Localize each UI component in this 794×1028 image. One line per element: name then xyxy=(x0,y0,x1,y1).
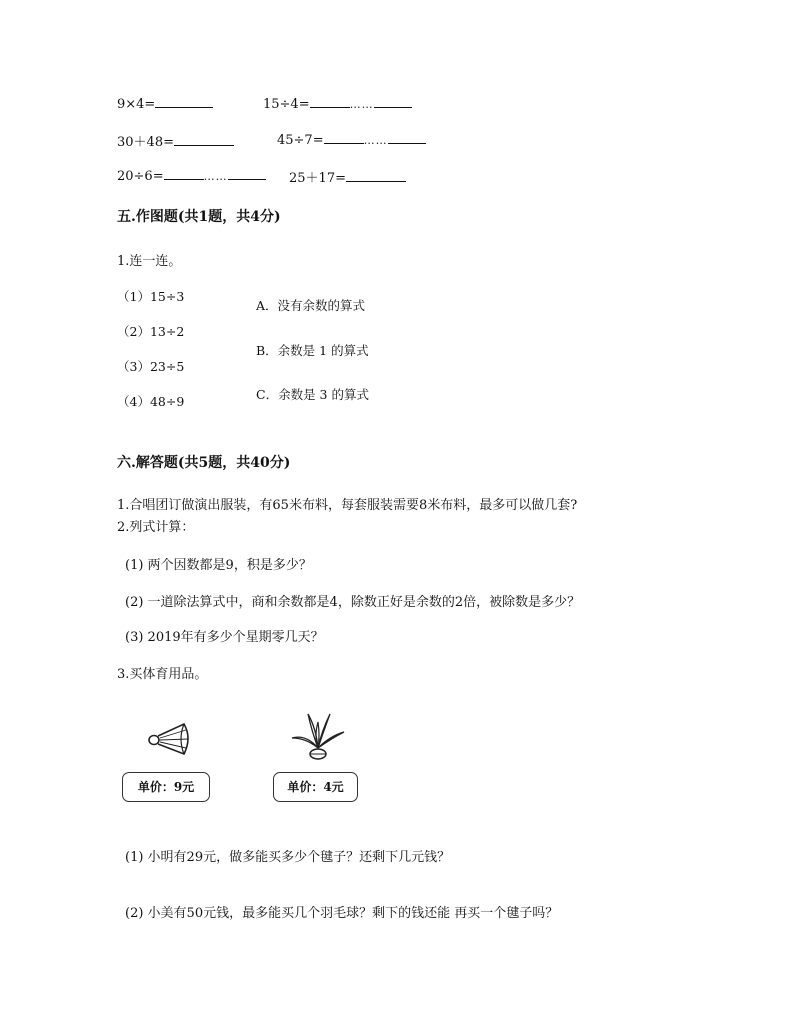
quotient-blank[interactable] xyxy=(324,131,364,144)
match-left-4[interactable]: （4）48÷9 xyxy=(117,394,185,409)
answer-blank[interactable] xyxy=(174,133,234,146)
section6-title: 六.解答题(共5题，共40分) xyxy=(117,455,291,471)
answer-blank[interactable] xyxy=(155,95,213,108)
q3-item-1: (1) 小明有29元，做多能买多少个毽子？还剩下几元钱？ xyxy=(125,850,451,865)
calc-5 xyxy=(117,167,266,184)
jianzi-price-label: 单价：4元 xyxy=(273,772,358,802)
remainder-blank[interactable] xyxy=(228,167,266,180)
q3-item-2: (2) 小美有50元钱，最多能买几个羽毛球？剩下的钱还能 再买一个毽子吗？ xyxy=(125,906,559,921)
shuttlecock-icon xyxy=(146,718,196,760)
section6-q1: 1.合唱团订做演出服装，有65米布料，每套服装需要8米布料，最多可以做几套? xyxy=(117,498,578,513)
match-left-1[interactable]: （1）15÷3 xyxy=(117,289,185,304)
match-right-b[interactable]: B．余数是 1 的算式 xyxy=(256,343,369,358)
calc-6 xyxy=(289,167,406,186)
calc-4 xyxy=(277,131,426,148)
remainder-dots: …… xyxy=(349,98,374,111)
calc-2 xyxy=(263,95,412,112)
match-right-c[interactable]: C．余数是 3 的算式 xyxy=(256,387,369,402)
remainder-blank[interactable] xyxy=(374,95,412,108)
q2-item-2: (2) 一道除法算式中，商和余数都是4，除数正好是余数的2倍，被除数是多少？ xyxy=(125,595,581,610)
section5-q1: 1.连一连。 xyxy=(117,254,182,269)
match-left-2[interactable]: （2）13÷2 xyxy=(117,324,185,339)
section6-q3: 3.买体育用品。 xyxy=(117,667,208,682)
jianzi-icon xyxy=(288,708,348,766)
quotient-blank[interactable] xyxy=(164,167,204,180)
calc-expr: 25＋17= xyxy=(289,171,346,186)
remainder-dots: …… xyxy=(363,134,388,147)
match-left-3[interactable]: （3）23÷5 xyxy=(117,359,185,374)
quotient-blank[interactable] xyxy=(310,95,350,108)
match-right-a[interactable]: A．没有余数的算式 xyxy=(256,298,366,313)
remainder-dots: …… xyxy=(203,170,228,183)
section6-q2: 2.列式计算： xyxy=(117,520,195,535)
q2-item-3: (3) 2019年有多少个星期零几天？ xyxy=(125,630,324,645)
calc-expr: 9×4= xyxy=(117,97,156,112)
calc-expr: 45÷7= xyxy=(277,133,324,148)
calc-1 xyxy=(117,95,213,112)
calc-expr: 20÷6= xyxy=(117,169,164,184)
remainder-blank[interactable] xyxy=(388,131,426,144)
calc-expr: 15÷4= xyxy=(263,97,310,112)
answer-blank[interactable] xyxy=(346,169,406,182)
section5-title: 五.作图题(共1题，共4分) xyxy=(117,209,281,225)
q2-item-1: (1) 两个因数都是9，积是多少？ xyxy=(125,558,312,573)
shuttlecock-price-label: 单价：9元 xyxy=(122,772,210,802)
calc-expr: 30＋48= xyxy=(117,135,174,150)
calc-3 xyxy=(117,131,234,150)
